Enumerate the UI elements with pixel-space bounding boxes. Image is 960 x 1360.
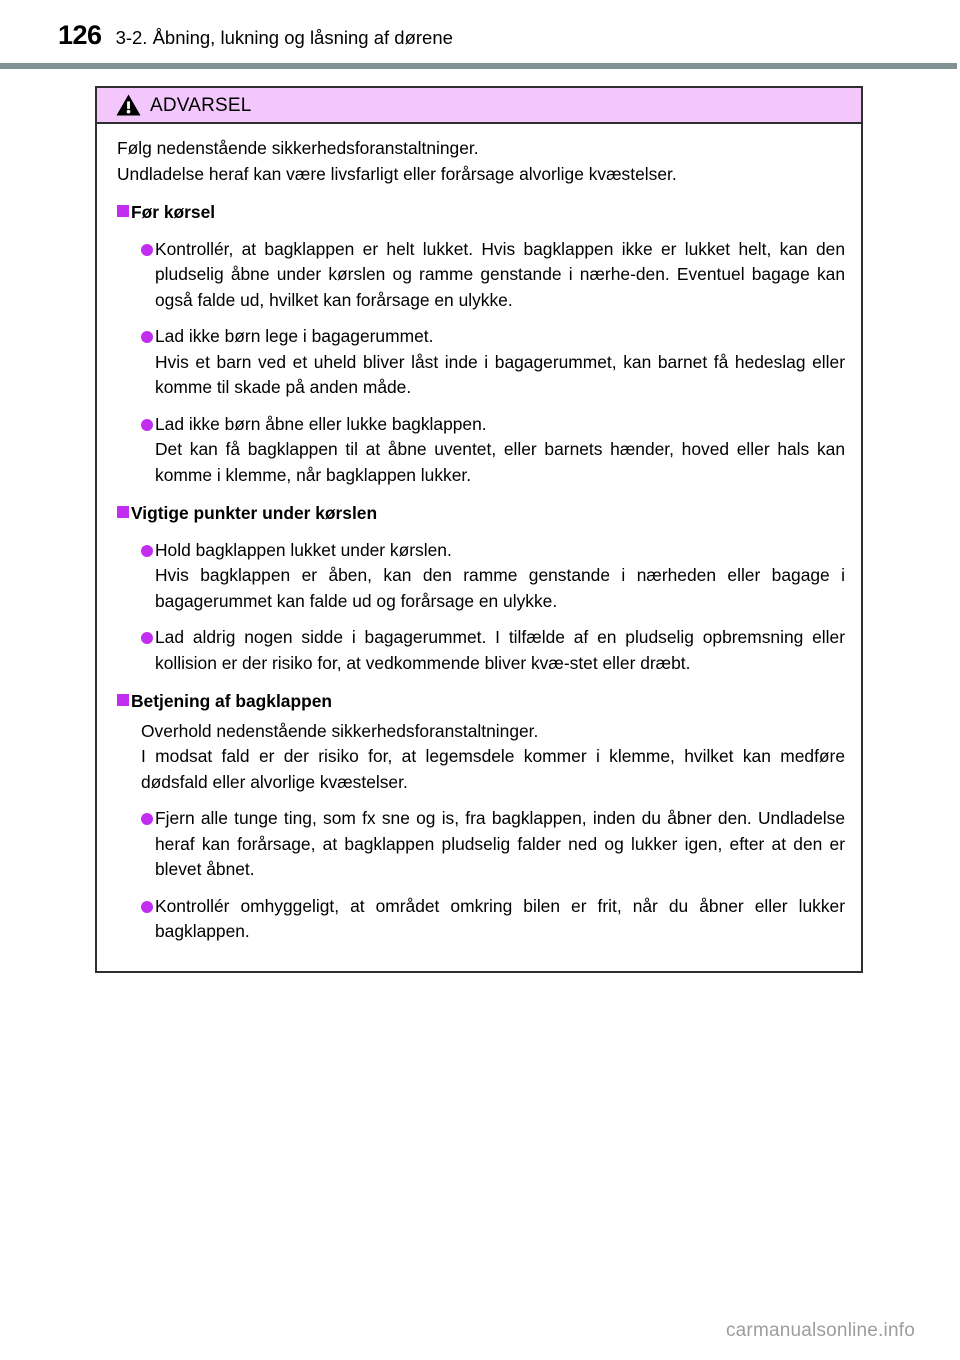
warning-box — [95, 86, 863, 973]
list-item-text: Kontrollér, at bagklappen er helt lukket. Hvis bagklappen ikke er lukket helt, kan den pludselig åbne under kørslen og ramme genstande i nærhe-den. Eventuel bagage kan også falde ud, hvilket kan forårsage en ulykke. — [155, 238, 845, 310]
list-item — [117, 625, 845, 676]
section-heading-label: Betjening af bagklappen — [131, 691, 332, 711]
list-item-text: Hvis et barn ved et uheld bliver låst inde i bagagerummet, kan barnet få hedeslag eller komme til skade på anden måde. — [155, 351, 845, 397]
section-heading-label: Vigtige punkter under kørslen — [131, 503, 378, 523]
square-bullet-icon — [117, 205, 129, 217]
list-item-text: Hvis bagklappen er åben, kan den ramme genstande i nærheden eller bagage i bagagerummet kan falde ud og forårsage en ulykke. — [155, 565, 845, 611]
list-item — [117, 324, 845, 401]
list-item-text: Det kan få bagklappen til at åbne uventet, eller barnets hænder, hoved eller hals kan komme i klemme, når bagklappen lukker. — [155, 439, 845, 485]
list-item — [117, 538, 845, 615]
page-title: 3-2. Åbning, lukning og låsning af dørene — [115, 27, 453, 48]
list-item — [117, 894, 845, 945]
dot-bullet-icon — [141, 419, 153, 431]
list-item-text: Lad aldrig nogen sidde i bagagerummet. I tilfælde af en pludselig opbremsning eller kollision er der risiko for, at vedkommende bliver kvæ-stet eller dræbt. — [155, 627, 845, 673]
dot-bullet-icon — [141, 901, 153, 913]
list-item — [117, 237, 845, 314]
list-item-first-line: Hold bagklappen lukket under kørslen. — [155, 539, 452, 560]
dot-bullet-icon — [141, 331, 153, 343]
section-lead-line-2: I modsat fald er der risiko for, at legemsdele kommer i klemme, hvilket kan medføre dødsfald eller alvorlige kvæstelser. — [141, 746, 845, 792]
dot-bullet-icon — [141, 632, 153, 644]
watermark: carmanualsonline.info — [725, 1320, 915, 1341]
dot-bullet-icon — [141, 244, 153, 256]
header-divider — [0, 63, 957, 69]
section-heading-important-points — [117, 501, 845, 527]
section-heading-tailgate-operation — [117, 689, 845, 715]
page-header — [0, 22, 960, 62]
intro-line-2: Undladelse heraf kan være livsfarligt eller forårsage alvorlige kvæstelser. — [117, 163, 677, 184]
list-item-text: Fjern alle tunge ting, som fx sne og is, fra bagklappen, inden du åbner den. Undladelse heraf kan forårsage, at bagklappen pludselig falder ned og lukker igen, efter at den er blevet åbnet. — [155, 808, 845, 879]
section-heading-label: Før kørsel — [131, 202, 216, 222]
intro-line-1: Følg nedenstående sikkerhedsforanstaltninger. — [117, 138, 479, 158]
section-lead-text — [117, 719, 845, 796]
warning-box-header — [97, 88, 861, 124]
square-bullet-icon — [117, 506, 129, 518]
list-item — [117, 412, 845, 489]
list-item-first-line: Lad ikke børn lege i bagagerummet. — [155, 326, 434, 346]
warning-triangle-icon — [116, 94, 141, 116]
page-number: 126 — [58, 20, 102, 50]
section-lead-line-1: Overhold nedenstående sikkerhedsforanstaltninger. — [141, 720, 539, 741]
section-heading-before-driving — [117, 200, 845, 226]
list-item — [117, 806, 845, 883]
square-bullet-icon — [117, 694, 129, 706]
dot-bullet-icon — [141, 545, 153, 557]
dot-bullet-icon — [141, 813, 153, 825]
warning-label: ADVARSEL — [150, 94, 252, 116]
list-item-first-line: Lad ikke børn åbne eller lukke bagklappen. — [155, 413, 487, 434]
list-item-text: Kontrollér omhyggeligt, at området omkring bilen er frit, når du åbner eller lukker bagklappen. — [155, 895, 845, 941]
warning-box-body — [97, 124, 861, 971]
